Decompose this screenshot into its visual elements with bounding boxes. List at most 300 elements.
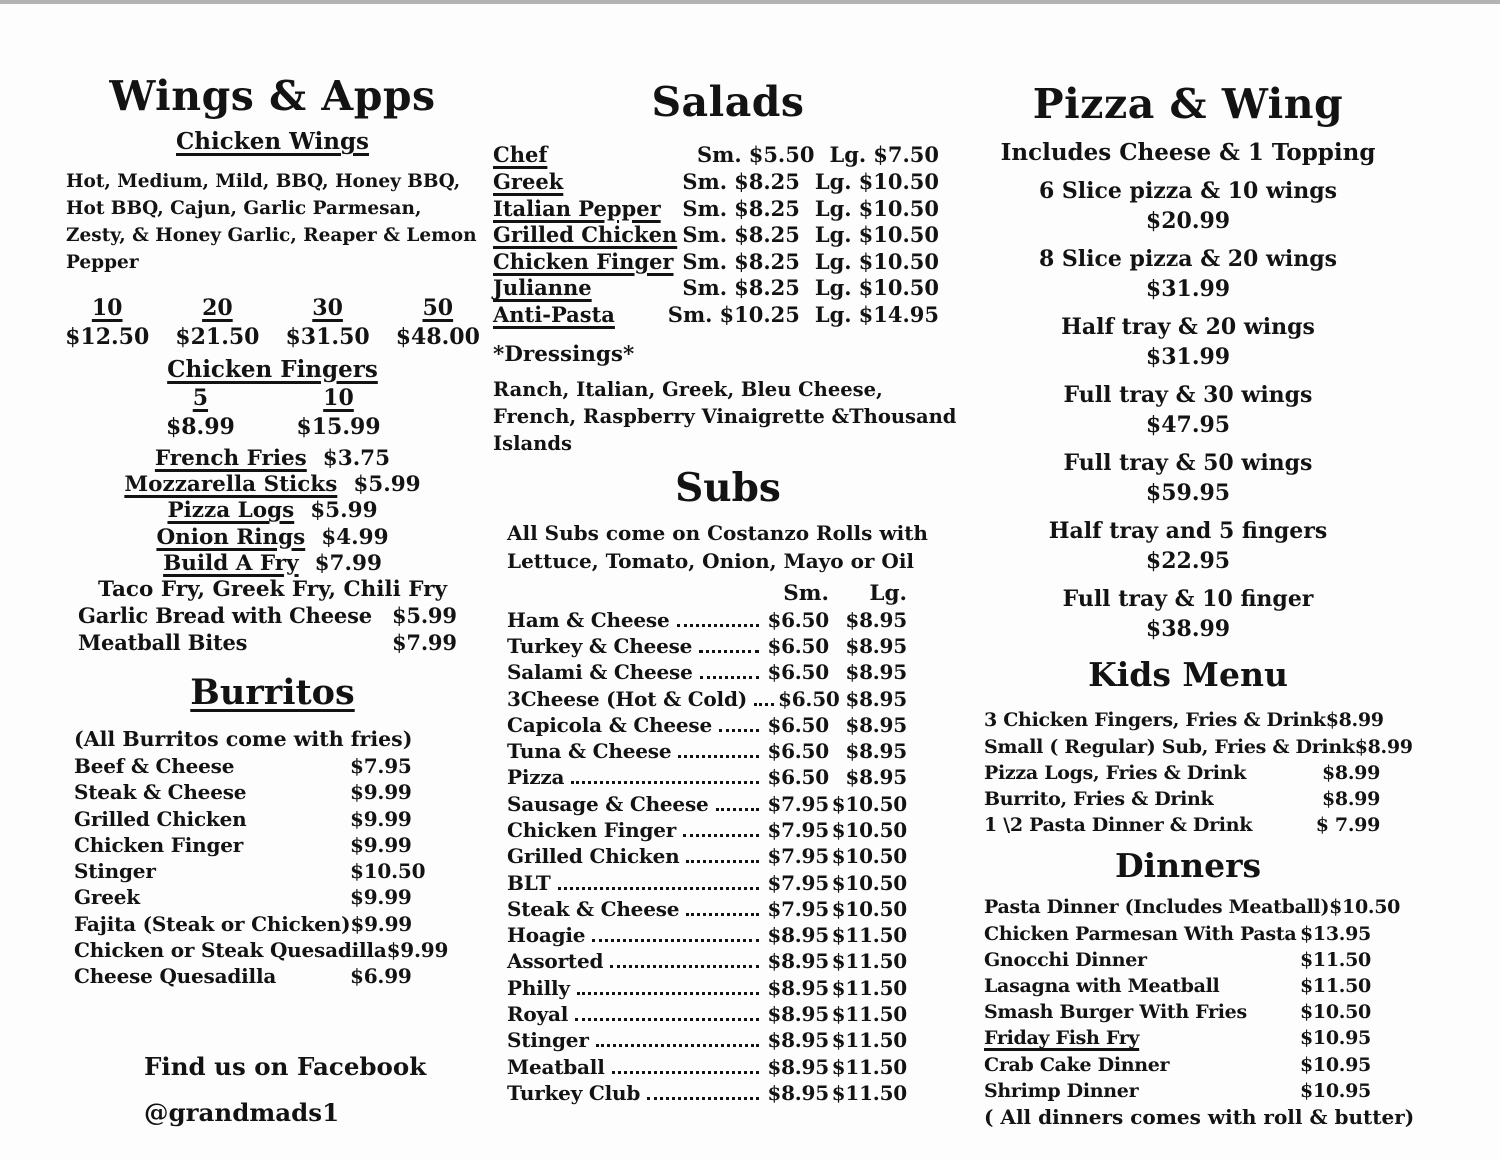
dressings-heading: *Dressings*	[493, 341, 635, 367]
lg-price: $8.95	[845, 660, 907, 685]
item-prices	[668, 302, 939, 329]
lg-label: Lg.	[814, 168, 852, 194]
item-prices	[697, 142, 939, 169]
item-label: Greek	[74, 885, 140, 910]
menu-item-row	[493, 1027, 907, 1053]
item-label: Italian Pepper	[493, 195, 661, 221]
item-label: Chicken Finger	[507, 817, 677, 842]
dotted-leader	[754, 703, 774, 706]
wing-count: 30	[312, 294, 343, 321]
menu-item-row	[493, 764, 907, 790]
sm-price: $8.25	[734, 195, 800, 221]
burritos-note: (All Burritos come with fries)	[74, 727, 413, 751]
item-label: Greek	[493, 168, 564, 194]
menu-item-row	[972, 921, 1404, 947]
item-label: Turkey Club	[507, 1080, 641, 1105]
item-label: Grilled Chicken	[507, 844, 680, 869]
combo-item	[972, 586, 1404, 642]
menu-item-row	[493, 922, 907, 948]
item-label: Julianne	[493, 275, 592, 301]
item-price: $11.50	[1300, 975, 1371, 997]
pizza-wing-column	[972, 80, 1415, 1130]
salads-title: Salads	[651, 78, 805, 126]
menu-item-row	[60, 779, 485, 805]
menu-item-row	[60, 911, 485, 937]
combo-price: $31.99	[1145, 344, 1231, 371]
item-price: $13.95	[1300, 922, 1371, 945]
kids-menu-list	[972, 707, 1413, 838]
combo-label: 8 Slice pizza & 20 wings	[1038, 246, 1338, 273]
sm-label: Sm.	[682, 248, 728, 274]
combo-label: Half tray & 20 wings	[1061, 314, 1315, 341]
menu-item-row	[493, 607, 907, 633]
lg-label: Lg.	[814, 195, 852, 221]
item-label: Smash Burger With Fries	[984, 1001, 1247, 1024]
lg-price: $8.95	[845, 633, 907, 658]
menu-item-row	[493, 843, 907, 869]
item-price: $10.50	[1329, 896, 1401, 919]
item-label: Shrimp Dinner	[984, 1079, 1139, 1102]
lg-price: $10.50	[858, 275, 939, 301]
sm-price: $8.95	[767, 1080, 829, 1105]
item-price: $8.99	[1322, 787, 1380, 810]
burritos-title: Burritos	[190, 672, 355, 713]
combo-label: Half tray and 5 fingers	[1048, 518, 1328, 545]
lg-price: $10.50	[858, 222, 939, 248]
sm-price: $5.50	[748, 142, 815, 168]
menu-item-row	[493, 738, 907, 764]
menu-item-row	[493, 870, 907, 896]
item-prices	[682, 169, 939, 196]
sm-price: $7.95	[767, 844, 829, 869]
sm-price: $7.95	[767, 791, 829, 816]
item-label: 1 \2 Pasta Dinner & Drink	[984, 814, 1253, 837]
item-label: Build A Fry	[163, 550, 299, 576]
finger-sizes-row	[60, 385, 485, 440]
menu-item-row	[493, 817, 907, 843]
wings-apps-title: Wings & Apps	[109, 72, 436, 120]
item-label: Gnocchi Dinner	[984, 948, 1147, 971]
item-price: $5.99	[353, 471, 421, 497]
dinners-note: ( All dinners comes with roll & butter)	[984, 1105, 1415, 1130]
item-price: $7.99	[314, 550, 382, 576]
item-label: Royal	[507, 1002, 569, 1027]
wing-price: $21.50	[175, 323, 260, 350]
dotted-leader	[610, 965, 759, 968]
finger-price: $8.99	[165, 413, 235, 440]
item-label: Chicken or Steak Quesadilla	[74, 938, 387, 963]
lg-label: Lg.	[814, 275, 852, 301]
lg-price: $8.95	[845, 712, 907, 737]
combo-label: Full tray & 30 wings	[1063, 382, 1313, 409]
sm-label: Sm.	[682, 275, 728, 301]
lg-label: Lg.	[829, 142, 867, 168]
lg-price: $10.50	[858, 195, 939, 221]
burritos-list	[60, 753, 485, 990]
menu-item-row	[493, 169, 939, 196]
wing-count: 10	[91, 294, 123, 321]
item-label: Cheese Quesadilla	[74, 964, 277, 989]
lg-price: $10.50	[831, 870, 907, 895]
sm-price: $8.95	[767, 923, 829, 948]
menu-item-row	[60, 498, 485, 524]
item-label: Mozzarella Sticks	[124, 471, 338, 497]
menu-item-row	[60, 806, 485, 832]
menu-item-row	[493, 633, 907, 659]
dotted-leader	[596, 1044, 759, 1047]
dotted-leader	[686, 860, 759, 863]
menu-item-row	[972, 894, 1404, 920]
sm-price: $8.95	[767, 1028, 829, 1053]
menu-item-row	[972, 973, 1404, 999]
combo-price: $38.99	[1145, 616, 1231, 643]
dotted-leader	[575, 1018, 759, 1021]
facebook-note	[60, 1044, 485, 1137]
lg-price: $10.50	[858, 168, 939, 194]
item-label: Pizza Logs	[167, 498, 295, 524]
lg-price: $11.50	[831, 1028, 907, 1053]
pizza-wing-note: Includes Cheese & 1 Topping	[1000, 139, 1376, 167]
wing-sizes-row	[60, 295, 485, 350]
menu-item-row	[60, 884, 485, 910]
dinners-list	[972, 894, 1404, 1104]
subs-title: Subs	[675, 465, 781, 512]
item-label: 3 Chicken Fingers, Fries & Drink	[984, 709, 1326, 732]
dotted-leader	[558, 887, 759, 890]
lg-price: $7.50	[873, 142, 939, 168]
sm-price: $10.25	[719, 301, 800, 327]
item-prices	[682, 275, 939, 302]
combo-label: 6 Slice pizza & 10 wings	[1038, 178, 1338, 205]
item-label: Salami & Cheese	[507, 660, 693, 685]
item-label: Meatball Bites	[78, 629, 248, 655]
combo-price: $47.95	[1145, 412, 1231, 439]
lg-price: $10.50	[831, 791, 907, 816]
wing-price: $31.50	[285, 323, 370, 350]
menu-item-row	[972, 760, 1404, 786]
combo-price: $20.99	[1145, 208, 1231, 235]
sm-price: $7.95	[767, 817, 829, 842]
lg-label: Lg.	[814, 301, 852, 327]
item-label: Meatball	[507, 1054, 605, 1079]
item-label: Stinger	[507, 1028, 589, 1053]
combo-item	[972, 314, 1404, 370]
menu-item-row	[972, 1078, 1404, 1104]
lg-price: $8.95	[845, 686, 907, 711]
sm-price: $6.50	[767, 765, 829, 790]
menu-item-row	[972, 1052, 1404, 1078]
salads-list	[493, 142, 963, 328]
lg-price: $10.50	[831, 844, 907, 869]
sm-price: $8.25	[734, 248, 800, 274]
sm-price: $6.50	[767, 739, 829, 764]
item-price: $3.75	[322, 445, 391, 471]
item-price: $10.50	[1300, 1001, 1371, 1024]
item-label: Small ( Regular) Sub, Fries & Drink	[984, 735, 1355, 758]
sm-price: $6.50	[767, 712, 829, 737]
dotted-leader	[686, 913, 759, 916]
menu-item-row	[493, 659, 907, 685]
apps-list	[60, 446, 485, 656]
item-label: Grilled Chicken	[74, 806, 247, 831]
item-price: $9.99	[350, 806, 412, 831]
item-price: $10.95	[1300, 1053, 1371, 1076]
menu-item-row	[972, 1025, 1404, 1051]
menu-item-row	[493, 196, 939, 223]
item-price: $9.99	[350, 885, 412, 910]
item-label: Turkey & Cheese	[507, 633, 693, 658]
lg-price: $11.50	[831, 1080, 907, 1105]
sm-price: $8.25	[734, 275, 800, 301]
wing-size-cell	[396, 295, 480, 350]
item-label: Chicken Parmesan With Pasta	[984, 922, 1297, 945]
menu-item-row	[60, 858, 485, 884]
menu-item-row	[493, 142, 939, 169]
menu-item-row	[60, 525, 485, 551]
scan-artifact-top-edge	[0, 0, 1500, 4]
wing-size-cell	[286, 295, 370, 350]
menu-item-row	[972, 734, 1413, 760]
item-label: Pizza	[507, 765, 565, 790]
item-label: Burrito, Fries & Drink	[984, 787, 1214, 810]
subs-list	[493, 580, 963, 1107]
menu-item-row	[493, 1080, 907, 1106]
fry-variants-note: Taco Fry, Greek Fry, Chili Fry	[98, 577, 447, 603]
item-label: Stinger	[74, 859, 156, 884]
sm-header: Sm.	[783, 580, 829, 606]
item-label: Crab Cake Dinner	[984, 1053, 1170, 1076]
lg-price: $11.50	[831, 923, 907, 948]
chicken-fingers-heading: Chicken Fingers	[167, 355, 378, 383]
item-label: Chicken Finger	[493, 248, 674, 274]
item-price: $8.99	[1325, 709, 1384, 732]
wing-price: $12.50	[65, 323, 150, 350]
lg-price: $10.50	[831, 817, 907, 842]
wing-price: $48.00	[395, 323, 480, 350]
dotted-leader	[577, 992, 759, 995]
lg-price: $11.50	[831, 1002, 907, 1027]
item-price: $8.99	[1354, 735, 1413, 758]
dotted-leader	[678, 755, 759, 758]
item-price: $10.95	[1300, 1079, 1371, 1102]
salads-subs-column	[493, 78, 963, 1106]
sm-price: $6.50	[778, 686, 840, 711]
item-label: BLT	[507, 870, 551, 895]
item-prices	[682, 249, 939, 276]
item-price: $11.50	[1300, 948, 1371, 971]
dotted-leader	[700, 676, 759, 679]
combo-price: $31.99	[1145, 276, 1231, 303]
menu-item-row	[60, 472, 485, 498]
item-label: Chicken Finger	[74, 832, 244, 857]
combo-price: $22.95	[1145, 548, 1231, 575]
sm-price: $7.95	[767, 896, 829, 921]
item-price: $6.99	[350, 964, 412, 989]
facebook-handle: @grandmads1	[144, 1098, 340, 1128]
item-price: $9.99	[350, 780, 412, 805]
lg-price: $8.95	[845, 765, 907, 790]
sm-price: $7.95	[767, 870, 829, 895]
wing-flavors-text: Hot, Medium, Mild, BBQ, Honey BBQ, Hot BBQ, Cajun, Garlic Parmesan, Zesty, & Honey Garlic, Reaper & Lemon Pepper	[66, 171, 477, 273]
dotted-leader	[683, 834, 759, 837]
menu-item-row	[60, 603, 485, 629]
item-price: $7.95	[350, 754, 412, 778]
wing-count: 20	[202, 294, 233, 321]
sm-price: $6.50	[767, 633, 829, 658]
pizza-wing-title: Pizza & Wing	[1032, 80, 1344, 128]
dinners-title: Dinners	[1114, 846, 1262, 886]
chicken-wings-heading: Chicken Wings	[176, 128, 369, 156]
item-label: Pizza Logs, Fries & Drink	[984, 761, 1246, 784]
finger-price: $15.99	[296, 413, 381, 440]
finger-size-cell	[164, 385, 236, 440]
lg-price: $8.95	[845, 607, 907, 632]
sm-price: $8.95	[767, 949, 829, 974]
item-label: French Fries	[154, 445, 307, 471]
item-label: Steak & Cheese	[507, 896, 680, 921]
item-label: Chef	[493, 142, 548, 168]
menu-item-row	[60, 630, 485, 656]
menu-item-row	[60, 551, 485, 577]
menu-item-row	[493, 948, 907, 974]
sm-price: $8.95	[767, 975, 829, 1000]
item-price: $10.95	[1300, 1027, 1371, 1050]
item-price: $9.99	[386, 938, 449, 963]
lg-price: $11.50	[831, 1054, 907, 1079]
item-label: Friday Fish Fry	[984, 1027, 1140, 1050]
kids-menu-title: Kids Menu	[1088, 655, 1288, 695]
sm-label: Sm.	[682, 222, 728, 248]
dotted-leader	[677, 624, 760, 627]
sm-price: $8.25	[734, 222, 800, 248]
lg-price: $11.50	[831, 949, 907, 974]
item-label: Capicola & Cheese	[507, 712, 713, 737]
item-label: Hoagie	[507, 923, 586, 948]
dotted-leader	[592, 939, 759, 942]
lg-header: Lg.	[869, 580, 907, 606]
dotted-leader	[716, 808, 759, 811]
menu-item-row	[972, 786, 1404, 812]
sm-price: $8.25	[734, 168, 800, 194]
lg-price: $11.50	[831, 975, 907, 1000]
sm-label: Sm.	[682, 168, 728, 194]
combo-item	[972, 246, 1404, 302]
menu-item-row	[493, 222, 939, 249]
item-price: $9.99	[350, 832, 412, 857]
item-price: $5.99	[392, 603, 457, 629]
menu-item-row	[60, 937, 485, 963]
dotted-leader	[699, 650, 759, 653]
facebook-line: Find us on Facebook	[144, 1051, 427, 1081]
item-price: $10.50	[350, 859, 426, 884]
item-label: Pasta Dinner (Includes Meatball)	[984, 896, 1330, 919]
subs-size-header	[493, 580, 907, 607]
item-price: $4.99	[321, 524, 389, 550]
sm-price: $6.50	[767, 660, 829, 685]
sm-price: $8.95	[767, 1054, 829, 1079]
item-label: Grilled Chicken	[493, 222, 678, 248]
dotted-leader	[612, 1071, 759, 1074]
item-label: Garlic Bread with Cheese	[78, 603, 372, 629]
menu-item-row	[60, 446, 485, 472]
item-label: Steak & Cheese	[74, 780, 247, 805]
wing-size-cell	[175, 295, 259, 350]
item-label: Tuna & Cheese	[507, 739, 672, 764]
finger-count: 5	[192, 384, 209, 411]
sm-label: Sm.	[682, 195, 728, 221]
sm-label: Sm.	[697, 142, 742, 168]
item-label: Beef & Cheese	[74, 754, 235, 778]
menu-item-row	[493, 302, 939, 329]
combo-item	[972, 450, 1404, 506]
item-price: $ 7.99	[1315, 814, 1380, 837]
item-price: $8.99	[1322, 761, 1380, 784]
menu-item-row	[493, 712, 907, 738]
item-label: Sausage & Cheese	[507, 791, 709, 816]
menu-item-row	[972, 707, 1404, 733]
item-label: Onion Rings	[156, 524, 306, 550]
menu-item-row	[493, 249, 939, 276]
menu-item-row	[972, 999, 1404, 1025]
item-price: $5.99	[310, 498, 378, 524]
menu-item-row	[60, 753, 485, 779]
sm-price: $8.95	[767, 1002, 829, 1027]
wings-apps-column	[60, 72, 485, 1137]
combo-item	[972, 178, 1404, 234]
item-price: $7.99	[392, 629, 457, 655]
item-label: Ham & Cheese	[507, 607, 670, 632]
item-label: Philly	[507, 975, 570, 1000]
menu-item-row	[60, 832, 485, 858]
menu-item-row	[493, 896, 907, 922]
item-label: Assorted	[507, 949, 604, 974]
menu-item-row	[972, 947, 1404, 973]
wing-count: 50	[422, 294, 454, 321]
finger-size-cell	[296, 385, 380, 440]
combo-label: Full tray & 10 finger	[1062, 586, 1314, 613]
item-price: $9.99	[350, 911, 413, 936]
sm-price: $6.50	[767, 607, 829, 632]
item-label: Anti-Pasta	[493, 301, 615, 327]
subs-intro: All Subs come on Costanzo Rolls with Lettuce, Tomato, Onion, Mayo or Oil	[507, 521, 928, 574]
menu-item-row	[493, 1001, 907, 1027]
combo-item	[972, 382, 1404, 438]
menu-item-row	[493, 1054, 907, 1080]
combo-item	[972, 518, 1404, 574]
dressings-list: Ranch, Italian, Greek, Bleu Cheese, French, Raspberry Vinaigrette &Thousand Islands	[493, 377, 957, 456]
lg-label: Lg.	[814, 248, 852, 274]
item-prices	[682, 196, 939, 223]
item-label: Fajita (Steak or Chicken)	[74, 911, 351, 936]
menu-item-row	[493, 975, 907, 1001]
item-prices	[682, 222, 939, 249]
lg-price: $10.50	[858, 248, 939, 274]
dotted-leader	[647, 1097, 759, 1100]
menu-item-row	[493, 686, 907, 712]
wing-size-cell	[65, 295, 149, 350]
combo-price: $59.95	[1145, 480, 1231, 507]
item-label: Lasagna with Meatball	[984, 975, 1220, 997]
lg-label: Lg.	[814, 222, 852, 248]
sm-label: Sm.	[667, 301, 713, 327]
lg-price: $10.50	[831, 896, 907, 921]
lg-price: $14.95	[858, 301, 939, 327]
finger-count: 10	[323, 384, 354, 411]
dotted-leader	[571, 781, 759, 784]
combo-label: Full tray & 50 wings	[1063, 450, 1313, 477]
lg-price: $8.95	[845, 739, 907, 764]
menu-item-row	[60, 963, 485, 989]
